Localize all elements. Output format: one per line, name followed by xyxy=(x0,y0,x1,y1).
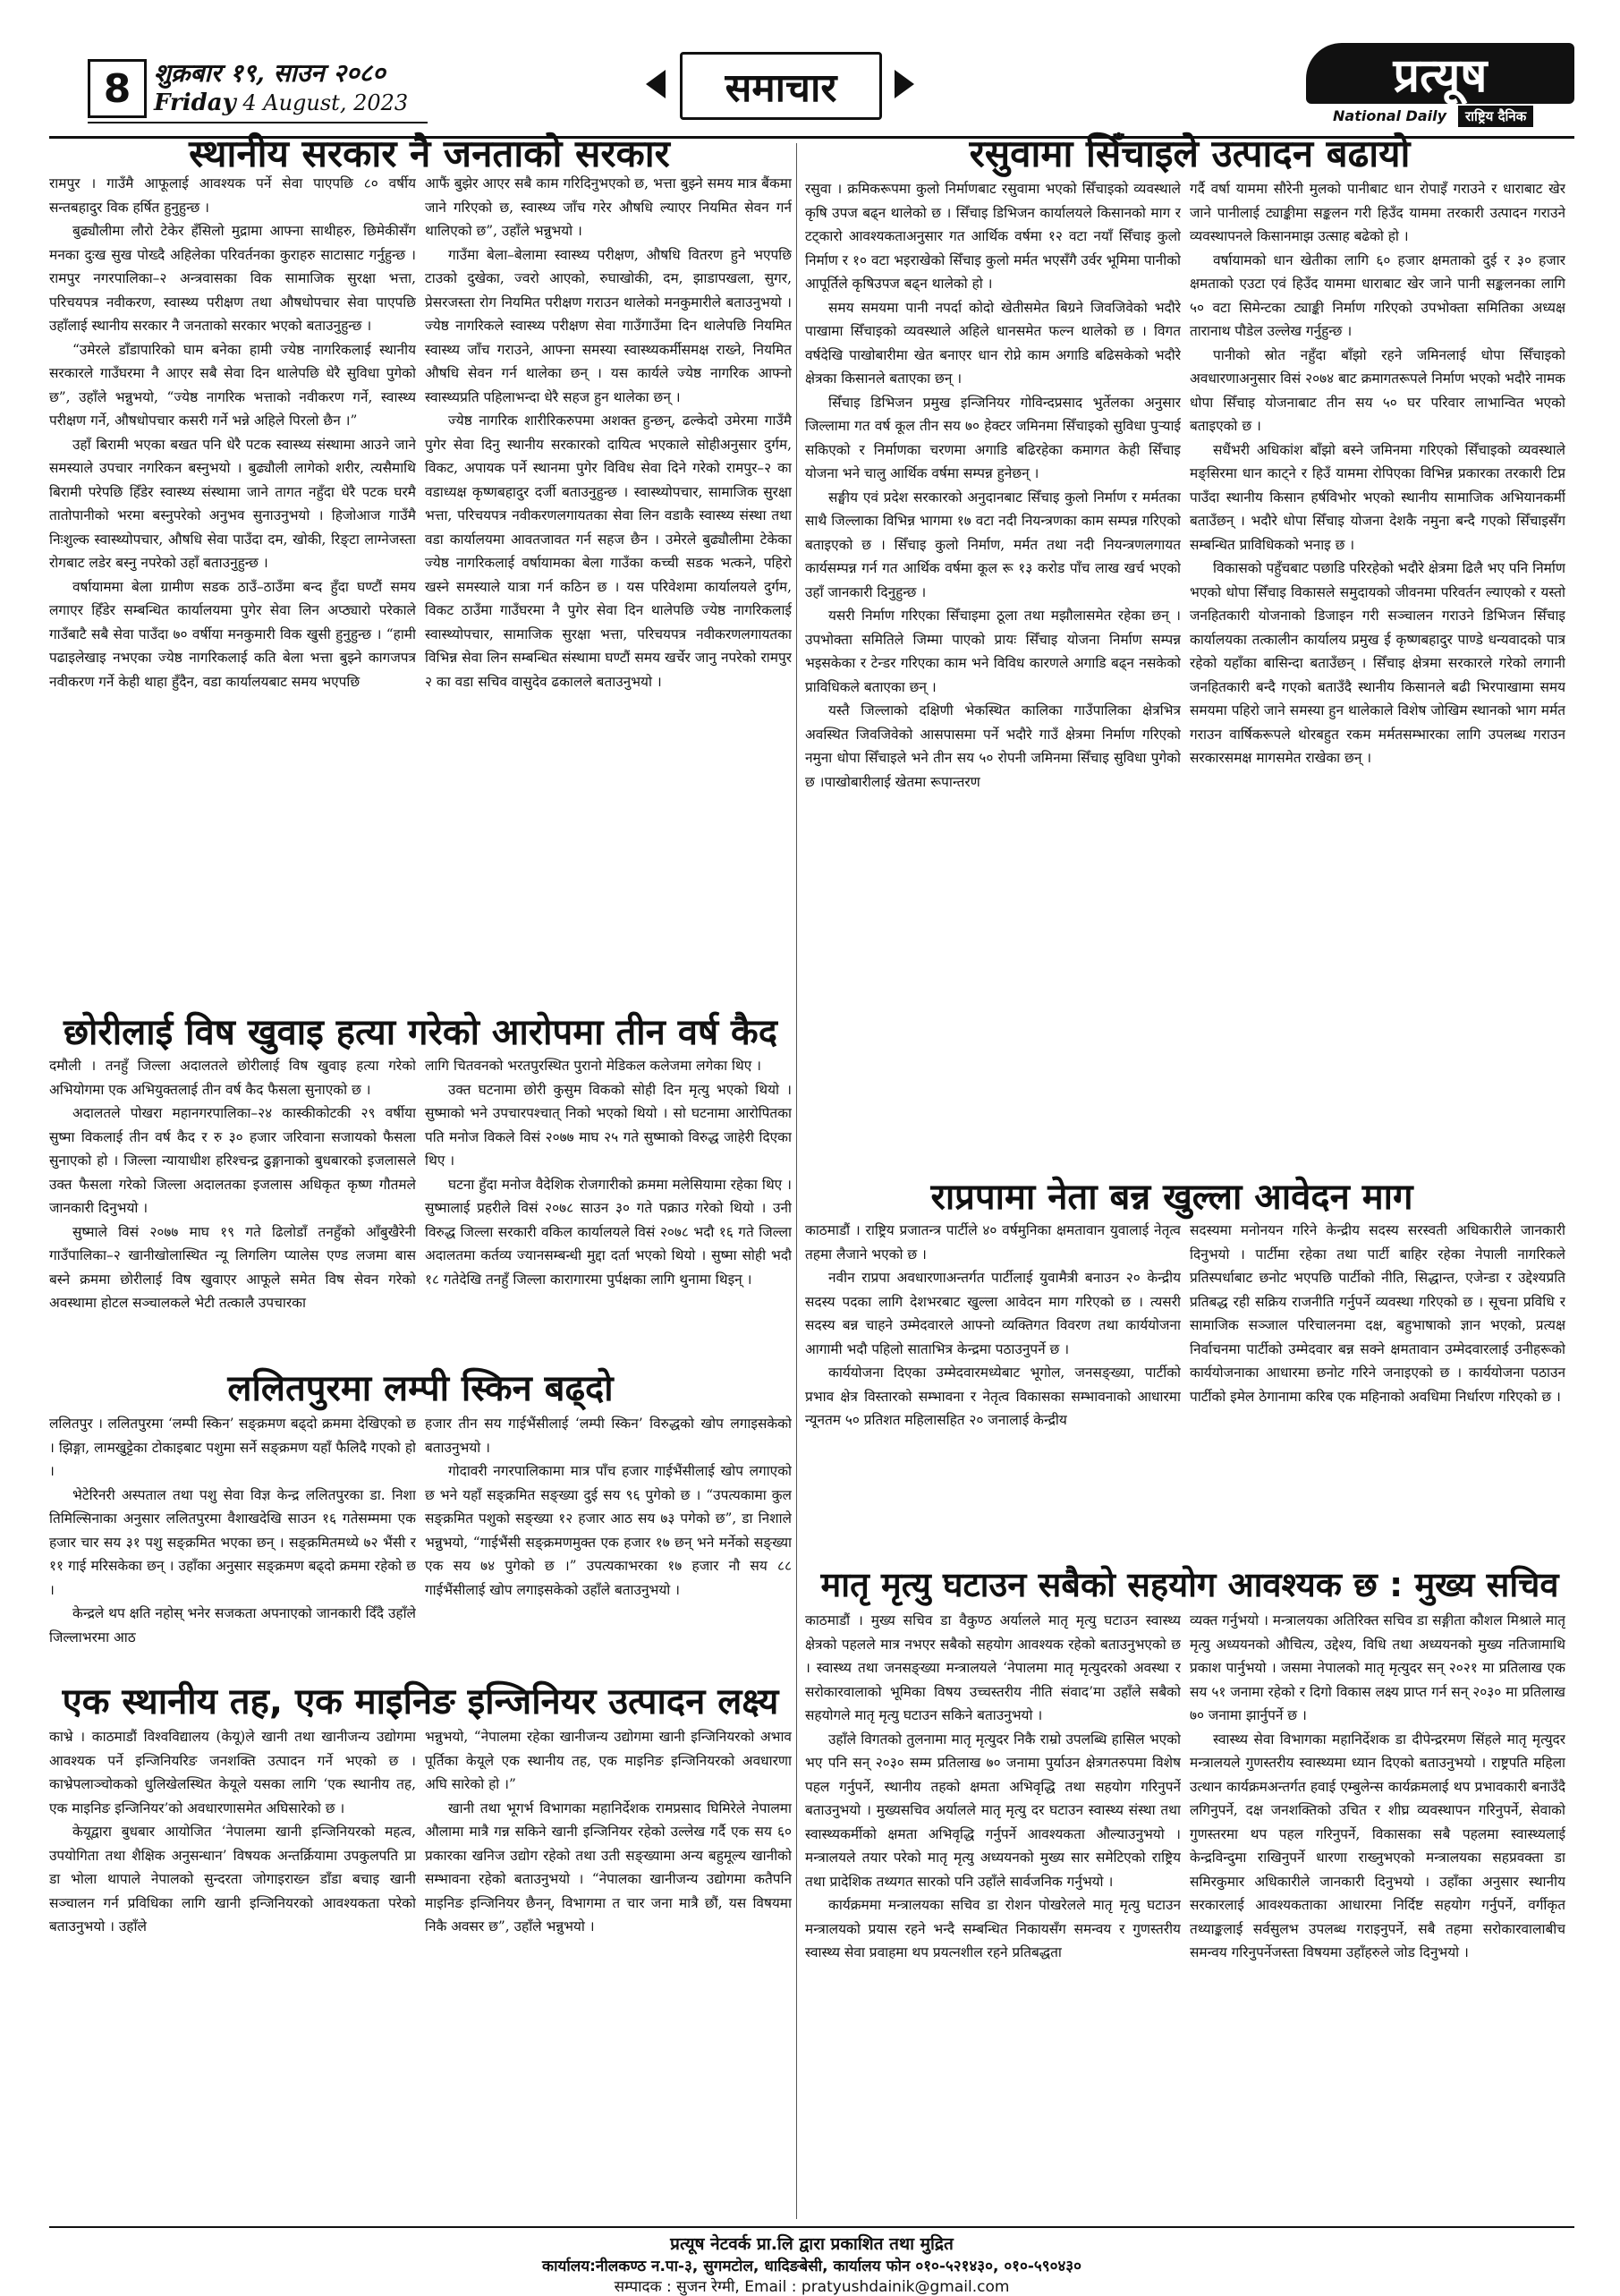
paragraph: बुढ्यौलीमा लौरो टेकेर हँसिलो मुद्रामा आफ्ना साथीहरु, छिमेकीसँग मनका दुःख सुख पोख्दै अहिलेका परिवर्तनका कुराहरु साटासाट गर्नुहुन्छ । रामपुर नगरपालिका–२ अन्त्रवासका विक सामाजिक सुरक्षा भत्ता, परिचयपत्र नवीकरण, स्वास्थ्य परीक्षण तथा औषधोपचार सेवा पाएपछि उहाँलाई स्थानीय सरकार नै जनताको सरकार भएको बताउनुहुन्छ । xyxy=(49,223,416,334)
paragraph: “उमेरले डाँडापारिको घाम बनेका हामी ज्येष्ठ नागरिकलाई स्थानीय सरकारले गाउँघरमा नै आएर सबै सेवा दिन थालेपछि धेरै सुविधा पुगेको छ”, उहाँले भन्नुभयो, “ज्येष्ठ नागरिक भत्ताको नवीकरण गर्ने, स्वास्थ्य परीक्षण गर्ने, औषधोपचार कसरी गर्ने भन्ने अहिले पिरलो छैन ।” xyxy=(49,341,416,429)
paragraph: वर्षायाममा बेला ग्रामीण सडक ठाउँ–ठाउँमा बन्द हुँदा घण्टौं समय लगाएर हिँडेर सम्बन्धित कार्यालयमा पुगेर सेवा लिन अप्ठ्यारो परेकाले गाउँबाटै सबै सेवा पाउँदा ७० वर्षीया मनकुमारी विक खुसी हुनुहुन्छ । “हामी पढाइलेखाइ नभएका ज्येष्ठ नागरिकलाई कति बेला भत्ता बुझ्ने कागजपत्र नवीकरण गर्ने केही थाहा हुँदैन, वडा कार्यालयबाट समय भएपछि xyxy=(49,578,416,690)
paragraph: विकासको पहुँचबाट पछाडि परिरहेको भदौरे क्षेत्रमा ढिलै भए पनि निर्माण भएको धोपा सिँचाइ विकासले समुदायको जीवनमा परिवर्तन ल्याएको र यस्तो जनहितकारी योजनाको डिजाइन गरी सञ्चालन गराउने डिभिजन सिँचाइ कार्यालयका तत्कालीन कार्यालय प्रमुख ई कृष्णबहादुर पाण्डे धन्यवादको पात्र रहेको यहाँका बासिन्दा बताउँछन् । सिँचाइ क्षेत्रमा सरकारले गरेको लगानी जनहितकारी बन्दै गएको बताउँदै स्थानीय किसानले बढी भिरपाखामा समय समयमा पहिरो जाने समस्या हुन थालेकाले विशेष जोखिम स्थानको भाग मर्मत गराउन वार्षिकरूपले थोरबहुत रकम मर्मतसम्भारका लागि उपलब्ध गराउन सरकारसमक्ष मागसमेत राखेका छन् । xyxy=(1190,560,1565,766)
triangle-right-icon xyxy=(895,70,914,98)
article-column xyxy=(1190,177,1565,1161)
article-column xyxy=(425,1412,792,1671)
headline: स्थानीय सरकार नै जनताको सरकार xyxy=(189,132,670,175)
paragraph: सुष्माले विसं २०७७ माघ १९ गते ढिलोडाँ तनहुँको आँबुखैरेनी गाउँपालिका–२ खानीखोलास्थित न्यू लिगलिग प्यालेस एण्ड लजमा बास बस्ने क्रममा छोरीलाई विष खुवाएर आफूले समेत विष सेवन गरेको अवस्थामा होटल सञ्चालकले भेटी तत्कालै उपचारका xyxy=(49,1223,416,1311)
paragraph: रसुवा । क्रमिकरूपमा कुलो निर्माणबाट रसुवामा भएको सिँचाइको व्यवस्थाले कृषि उपज बढ्न थालेको छ । सिँचाइ डिभिजन कार्यालयले किसानको माग र टट्कारो आवश्यकताअनुसार गत आर्थिक वर्षमा १२ वटा नयाँ सिँचाइ कुलो निर्माण र १० वटा भइराखेको सिँचाइ कुलो मर्मत भएसँगै उर्वर भूमिमा पानीको आपूर्तिले कृषिउपज बढ्न थालेको हो । xyxy=(805,181,1181,292)
header-rule-left xyxy=(88,122,428,123)
footer-publisher: प्रत्यूष नेटवर्क प्रा.लि द्वारा प्रकाशित तथा मुद्रित xyxy=(670,2234,954,2254)
article-column xyxy=(425,172,792,1004)
headline: ललितपुरमा लम्पी स्किन बढ्दो xyxy=(227,1368,614,1409)
paragraph: काठमाडौं । मुख्य सचिव डा वैकुण्ठ अर्यालले मातृ मृत्यु घटाउन स्वास्थ्य क्षेत्रको पहलले मात्र नभएर सबैको सहयोग आवश्यक रहेको बताउनुभएको छ । स्वास्थ्य तथा जनसङ्ख्या मन्त्रालयले ‘नेपालमा मातृ मृत्युदरको अवस्था र सरोकारवालाको भूमिका विषय उच्चस्तरीय नीति संवाद’मा उहाँले सबैको सहयोगले मातृ मृत्यु घटाउन सकिने बताउनुभयो । xyxy=(805,1612,1181,1723)
column-divider xyxy=(796,143,797,2219)
paragraph: दमौली । तनहुँ जिल्ला अदालतले छोरीलाई विष खुवाइ हत्या गरेको अभियोगमा एक अभियुक्तलाई तीन वर्ष कैद फैसला सुनाएको छ । xyxy=(49,1058,416,1098)
paragraph: यसरी निर्माण गरिएका सिँचाइमा ठूला तथा मझौलासमेत रहेका छन् । उपभोक्ता समितिले जिम्मा पाएको प्रायः सिँचाइ योजना निर्माण सम्पन्न भइसकेका र टेन्डर गरिएका काम भने विविध कारणले अगाडि बढ्न नसकेको प्राविधिकले बताएका छन् । xyxy=(805,608,1181,695)
article-column xyxy=(805,1219,1181,1559)
paragraph: गोदावरी नगरपालिकामा मात्र पाँच हजार गाईभैंसीलाई खोप लगाएको छ भने यहाँ सङ्क्रमित सङ्ख्या दुई सय ९६ पुगेको छ । “उपत्यकामा कुल सङ्क्रमित पशुको सङ्ख्या १२ हजार आठ सय ७३ पगेको छ”, डा निशाले भन्नुभयो, “गाईभैंसी सङ्क्रमणमुक्त एक हजार १७ छन् भने मर्नेको सङ्ख्या एक सय ७४ पुगेको छ ।” उपत्यकाभरका १७ हजार नौ सय ८८ गाईभैंसीलाई खोप लगाइसकेको उहाँले बताउनुभयो । xyxy=(425,1463,792,1598)
paragraph: सङ्घीय एवं प्रदेश सरकारको अनुदानबाट सिँचाइ कुलो निर्माण र मर्मतका साथै जिल्लाका विभिन्न भागमा १७ वटा नदी नियन्त्रणका काम सम्पन्न गरिएको बताइएको छ । सिँचाइ कुलो निर्माण, मर्मत तथा नदी नियन्त्रणलगायत कार्यसम्पन्न गर्न गत आर्थिक वर्षमा कूल रू १३ करोड पाँच लाख खर्च भएको उहाँ जानकारी दिनुहुन्छ । xyxy=(805,489,1181,600)
masthead-logo xyxy=(1306,43,1574,132)
paragraph: गर्दै वर्षा याममा सौरेनी मुलको पानीबाट धान रोपाइँ गराउने र धाराबाट खेर जाने पानीलाई ट्याङ्कीमा सङ्कलन गरी हिउँद याममा तरकारी उत्पादन गराउने व्यवस्थापनले किसानमाझ उत्साह बढेको हो । xyxy=(1190,181,1565,244)
paragraph: काठमाडौं । राष्ट्रिय प्रजातन्त्र पार्टीले ४० वर्षमुनिका क्षमतावान युवालाई नेतृत्व तहमा लैजाने भएको छ । xyxy=(805,1222,1181,1263)
article-column xyxy=(805,1609,1181,2217)
paragraph: खानी तथा भूगर्भ विभागका महानिर्देशक रामप्रसाद घिमिरेले नेपालमा औलामा मात्रै गन्न सकिने खानी इन्जिनियर रहेको उल्लेख गर्दै एक सय ६० प्रकारका खनिज उद्योग रहेको तथा उती सङ्ख्यामा अन्य बहुमूल्य खानीको सम्भावना रहेको बताउनुभयो । “नेपालका खानीजन्य उद्योगमा कतैपनि माइनिङ इन्जिनियर छैनन्, विभागमा त चार जना मात्रै छौं, यस विषयमा निकै अवसर छ”, उहाँले भन्नुभयो । xyxy=(425,1799,792,1935)
paragraph: समय समयमा पानी नपर्दा कोदो खेतीसमेत बिग्रने जिवजिवेको भदौरे पाखामा सिँचाइको व्यवस्थाले अहिले धानसमेत फल्न थालेको छ । विगत वर्षदेखि पाखोबारीमा खेत बनाएर धान रोप्ने काम अगाडि बढिसकेको भदौरे क्षेत्रका किसानले बताएका छन् । xyxy=(805,299,1181,387)
article-column xyxy=(49,1054,416,1358)
paragraph: गाउँमा बेला–बेलामा स्वास्थ्य परीक्षण, औषधि वितरण हुने भएपछि टाउको दुखेका, ज्वरो आएको, रुघाखोकी, दम, झाडापखला, सुगर, प्रेसरजस्ता रोग नियमित परीक्षण गराउन थालेको मनकुमारीले बताउनुभयो । ज्येष्ठ नागरिकले स्वास्थ्य परीक्षण सेवा गाउँगाउँमा दिन थालेपछि नियमित स्वास्थ्य जाँच गराउने, आफ्ना समस्या स्वास्थ्यकर्मीसमक्ष राख्ने, नियमित औषधि सेवन गर्न थालेका छन् । यस कार्यले ज्येष्ठ नागरिक आफ्नो स्वास्थ्यप्रति पहिलाभन्दा धेरै सहज हुन थालेका छन् । xyxy=(425,246,792,405)
paragraph: आफैं बुझेर आएर सबै काम गरिदिनुभएको छ, भत्ता बुझ्ने समय मात्र बैंकमा जाने गरिएको छ, स्वास्थ्य जाँच गरेर औषधि ल्याएर नियमित सेवन गर्न थालिएको छ”, उहाँले भन्नुभयो । xyxy=(425,175,792,239)
logo-name: प्रत्यूष xyxy=(1306,43,1574,104)
article-column xyxy=(425,1054,792,1358)
paragraph: केयूद्वारा बुधबार आयोजित ‘नेपालमा खानी इन्जिनियरको महत्व, उपयोगिता तथा शैक्षिक अनुसन्धान’ विषयक अन्तर्क्रियामा उपकुलपति प्रा डा भोला थापाले नेपालको सुन्दरता जोगाइराख्न डाँडा बचाइ खानी सञ्चालन गर्न प्रविधिका लागि खानी इन्जिनियरको आवश्यकता परेको बताउनुभयो । उहाँले xyxy=(49,1824,416,1935)
date-english-value: 4 August, 2023 xyxy=(242,90,409,115)
paragraph: पानीको स्रोत नहुँदा बाँझो रहने जमिनलाई धोपा सिँचाइको अवधारणाअनुसार विसं २०७४ बाट क्रमागतरूपले निर्माण भएको भदौरे नामक धोपा सिँचाइ योजनाबाट तीन सय ५० घर परिवार लाभान्वित भएको बताइएको छ । xyxy=(1190,346,1565,434)
paragraph: ज्येष्ठ नागरिक शारीरिकरुपमा अशक्त हुन्छन्, ढल्केदो उमेरमा गाउँमै पुगेर सेवा दिनु स्थानीय सरकारको दायित्व भएकाले सोहीअनुसार दुर्गम, विकट, अपायक पर्ने स्थानमा पुगेर विविध सेवा दिने गरेको रामपुर–२ का वडाध्यक्ष कृष्णबहादुर दर्जी बताउनुहुन्छ । स्वास्थ्योपचार, सामाजिक सुरक्षा भत्ता, परिचयपत्र नवीकरणलगायतका सेवा लिन वडाकै स्वास्थ्य संस्था तथा वडा कार्यालयमा आवतजावत गर्न सहज छैन । उमेरले बुढ्यौलीमा टेकेका ज्येष्ठ नागरिकलाई वर्षायामका बेला गाउँका कच्ची सडक भत्कने, पहिरो खस्ने समस्याले यात्रा गर्न कठिन छ । यस परिवेशमा कार्यालयले दुर्गम, विकट ठाउँमा गाउँघरमा नै पुगेर सेवा दिन थालेपछि ज्येष्ठ नागरिकलाई स्वास्थ्योपचार, सामाजिक सुरक्षा भत्ता, परिचयपत्र नवीकरणलगायतका विभिन्न सेवा लिन सम्बन्धित संस्थामा घण्टौं समय खर्चेर जानु नपरेको रामपुर २ का वडा सचिव वासुदेव ढकालले बताउनुभयो । xyxy=(425,412,792,690)
article-column xyxy=(49,172,416,1004)
paragraph: व्यक्त गर्नुभयो । मन्त्रालयका अतिरिक्त सचिव डा सङ्गीता कौशल मिश्राले मातृ मृत्यु अध्ययनको औचित्य, उद्देश्य, विधि तथा अध्ययनको मुख्य नतिजामाथि प्रकाश पार्नुभयो । जसमा नेपालको मातृ मृत्युदर सन् २०२१ मा प्रतिलाख एक सय ५१ जनामा रहेको र दिगो विकास लक्ष्य प्राप्त गर्न सन् २०३० मा प्रतिलाख ७० जनामा झार्नुपर्ने छ । xyxy=(1190,1612,1565,1723)
headline: रसुवामा सिँचाइले उत्पादन बढायो xyxy=(969,132,1411,175)
day-english: Friday xyxy=(154,89,236,116)
paragraph: भन्नुभयो, “नेपालमा रहेका खानीजन्य उद्योगमा खानी इन्जिनियरको अभाव पूर्तिका केयूले एक स्थानीय तह, एक माइनिङ इन्जिनियरको अवधारणा अघि सारेको हो ।” xyxy=(425,1729,792,1792)
paragraph: स्वास्थ्य सेवा विभागका महानिर्देशक डा दीपेन्द्ररमण सिंहले मातृ मृत्युदर मन्त्रालयले गुणस्तरीय स्वास्थ्यमा ध्यान दिएको बताउनुभयो । राष्ट्रपति महिला उत्थान कार्यक्रमअन्तर्गत हवाई एम्बुलेन्स कार्यक्रमलाई थप प्रभावकारी बनाउँदै लगिनुपर्ने, दक्ष जनशक्तिको उचित र शीघ्र व्यवस्थापन गरिनुपर्ने, सेवाको गुणस्तरमा थप पहल गरिनुपर्ने, विकासका सबै पहलमा स्वास्थ्यलाई केन्द्रविन्दुमा राखिनुपर्ने धारणा राख्नुभएको मन्त्रालयका सहप्रवक्ता डा समिरकुमार अधिकारीले जानकारी दिनुभयो । उहाँका अनुसार स्थानीय सरकारलाई आवश्यकताका आधारमा निर्दिष्ट सहयोग गर्नुपर्ने, वर्गीकृत तथ्याङ्कलाई सर्वसुलभ उपलब्ध गराइनुपर्ने, सबै तहमा सरोकारवालाबीच समन्वय गरिनुपर्नेजस्ता विषयमा उहाँहरुले जोड दिनुभयो । xyxy=(1190,1731,1565,1960)
paragraph: कार्ययोजना दिएका उम्मेदवारमध्येबाट भूगोल, जनसङ्ख्या, पार्टीको प्रभाव क्षेत्र विस्तारको सम्भावना र नेतृत्व विकासका सम्भावनाको आधारमा न्यूनतम ५० प्रतिशत महिलासहित २० जनालाई केन्द्रीय xyxy=(805,1365,1181,1428)
paragraph: वर्षायामको धान खेतीका लागि ६० हजार क्षमताको दुई र ३० हजार क्षमताको एउटा एवं हिउँद याममा धाराबाट खेर जाने पानी सङ्कलनका लागि ५० वटा सिमेन्टका ट्याङ्की निर्माण गरिएको उपभोक्ता समितिका अध्यक्ष तारानाथ पौडेल उल्लेख गर्नुहुन्छ । xyxy=(1190,251,1565,339)
article-column xyxy=(805,177,1181,1161)
logo-tagline-np: राष्ट्रिय दैनिक xyxy=(1458,106,1533,127)
triangle-left-icon xyxy=(646,70,666,98)
article-column xyxy=(1190,1219,1565,1559)
paragraph: उक्त घटनामा छोरी कुसुम विकको सोही दिन मृत्यु भएको थियो । सुष्माको भने उपचारपश्चात् निको भएको थियो । सो घटनामा आरोपितका पति मनोज विकले विसं २०७७ माघ २५ गते सुष्माको विरुद्ध जाहेरी दिएका थिए । xyxy=(425,1081,792,1169)
paragraph: कार्यक्रममा मन्त्रालयका सचिव डा रोशन पोखरेलले मातृ मृत्यु घटाउन मन्त्रालयको प्रयास रहने भन्दै सम्बन्धित निकायसँग समन्वय र गुणस्तरीय स्वास्थ्य सेवा प्रवाहमा थप प्रयत्नशील रहने प्रतिबद्धता xyxy=(805,1897,1181,1960)
page-number: 8 xyxy=(88,59,147,118)
paragraph: अदालतले पोखरा महानगरपालिका–२४ कास्कीकोटकी २९ वर्षीया सुष्मा विकलाई तीन वर्ष कैद र रु ३० हजार जरिवाना सजायको फैसला सुनाएको हो । जिल्ला न्यायाधीश हरिश्चन्द्र ढुङ्गानाको बुधबारको इजलासले उक्त फैसला गरेको जिल्ला अदालतका इजलास अधिकृत कृष्ण गौतमले जानकारी दिनुभयो । xyxy=(49,1105,416,1216)
paragraph: काभ्रे । काठमाडौं विश्वविद्यालय (केयू)ले खानी तथा खानीजन्य उद्योगमा आवश्यक पर्ने इन्जिनियरिङ जनशक्ति उत्पादन गर्ने भएको छ । काभ्रेपलाञ्चोकको धुलिखेलस्थित केयूले यसका लागि ‘एक स्थानीय तह, एक माइनिङ इन्जिनियर’को अवधारणासमेत अघिसारेको छ । xyxy=(49,1729,416,1816)
article-column xyxy=(1190,1609,1565,2217)
paragraph: घटना हुँदा मनोज वैदेशिक रोजगारीको क्रममा मलेसियामा रहेका थिए । सुष्मालाई प्रहरीले विसं २०७८ साउन ३० गते पक्राउ गरेको थियो । उनी विरुद्ध जिल्ला सरकारी वकिल कार्यालयले विसं २०७८ भदौ १६ गते जिल्ला अदालतमा कर्तव्य ज्यानसम्बन्धी मुद्दा दर्ता भएको थियो । सुष्मा सोही भदौ १८ गतेदेखि तनहुँ जिल्ला कारागारमा पुर्पक्षका लागि थुनामा थिइन् । xyxy=(425,1176,792,1288)
paragraph: सदस्यमा मनोनयन गरिने केन्द्रीय सदस्य सरस्वती अधिकारीले जानकारी दिनुभयो । पार्टीमा रहेका तथा पार्टी बाहिर रहेका नेपाली नागरिकले प्रतिस्पर्धाबाट छनोट भएपछि पार्टीको नीति, सिद्धान्त, एजेन्डा र उद्देश्यप्रति प्रतिबद्ध रही सक्रिय राजनीति गर्नुपर्ने व्यवस्था गरिएको छ । सूचना प्रविधि र सामाजिक सञ्जाल परिचालनमा दक्ष, बहुभाषाको ज्ञान भएको, प्रत्यक्ष निर्वाचनमा पार्टीको उम्मेदवार बन्न सक्ने क्षमतावान उम्मेदवारलाई उनीहरूको कार्ययोजनाका आधारमा छनोट गरिने जनाइएको छ । कार्ययोजना पठाउन पार्टीको इमेल ठेगानामा करिब एक महिनाको अवधिमा निर्धारण गरिएको छ । xyxy=(1190,1222,1565,1405)
paragraph: उहाँ बिरामी भएका बखत पनि धेरै पटक स्वास्थ्य संस्थामा आउने जाने समस्याले उपचार नगरिकन बस्नुभयो । बुढ्यौली लागेको शरीर, त्यसैमाथि बिरामी परेपछि हिँडेर स्वास्थ्य संस्थामा जाने तागत नहुँदा धेरै पटक घरमै तातोपानीको भरमा बस्नुपरेको अनुभव सुनाउनुभयो । हिजोआज गाउँमै निःशुल्क स्वास्थ्योपचार, औषधि सेवा पाउँदा दम, खोकी, रिङ्टा लाग्नेजस्ता रोगबाट लडेर बस्नु नपरेको उहाँ बताउनुहुन्छ । xyxy=(49,436,416,571)
paragraph: यस्तै जिल्लाको दक्षिणी भेकस्थित कालिका गाउँपालिका क्षेत्रभित्र अवस्थित जिवजिवेको आसपासमा पर्ने भदौरे गाउँ क्षेत्रमा निर्माण गरिएको नमुना धोपा सिँचाइले भने तीन सय ५० रोपनी जमिनमा सिँचाइ सुविधा पुगेको छ ।पाखोबारीलाई खेतमा रूपान्तरण xyxy=(805,702,1181,790)
logo-tagline-en: National Daily xyxy=(1333,107,1447,124)
paragraph: रामपुर । गाउँमै आफूलाई आवश्यक पर्ने सेवा पाएपछि ८० वर्षीय सन्तबहादुर विक हर्षित हुनुहुन्छ । xyxy=(49,175,416,216)
paragraph: सिँचाइ डिभिजन प्रमुख इन्जिनियर गोविन्दप्रसाद भुर्तेलका अनुसार जिल्लामा गत वर्ष कूल तीन सय ७० हेक्टर जमिनमा सिँचाइको सुविधा पुऱ्याई सकिएको र निर्माणका चरणमा अगाडि बढिरहेका कमागत केही सिँचाइ योजना भने चालु आर्थिक वर्षमा सम्पन्न हुनेछन् । xyxy=(805,394,1181,481)
paragraph: हजार तीन सय गाईभैंसीलाई ‘लम्पी स्किन’ विरुद्धको खोप लगाइसकेको बताउनुभयो । xyxy=(425,1416,792,1456)
paragraph: केन्द्रले थप क्षति नहोस् भनेर सजकता अपनाएको जानकारी दिँदै उहाँले जिल्लाभरमा आठ xyxy=(49,1605,416,1645)
headline: छोरीलाई विष खुवाइ हत्या गरेको आरोपमा तीन वर्ष कैद xyxy=(64,1012,777,1053)
headline: मातृ मृत्यु घटाउन सबैको सहयोग आवश्यक छ : मुख्य सचिव xyxy=(820,1565,1559,1604)
section-title: समाचार xyxy=(680,52,882,120)
paragraph: उहाँले विगतको तुलनामा मातृ मृत्युदर निकै राम्रो उपलब्धि हासिल भएको भए पनि सन् २०३० सम्म प्रतिलाख ७० जनामा पुर्याउन क्षेत्रगतरुपमा विशेष पहल गर्नुपर्ने, स्थानीय तहको क्षमता अभिवृद्धि तथा सहयोग गरिनुपर्ने बताउनुभयो । मुख्यसचिव अर्यालले मातृ मृत्यु दर घटाउन स्वास्थ्य संस्था तथा स्वास्थ्यकर्मीको क्षमता अभिवृद्धि गर्नुपर्ने आवश्यकता औल्याउनुभयो । मन्त्रालयले तयार परेको मातृ मृत्यु अध्ययनको मुख्य सार समेटिएको राष्ट्रिय तथा प्रादेशिक तथ्यगत सारको पनि उहाँले सार्वजनिक गर्नुभयो । xyxy=(805,1731,1181,1890)
footer-imprint xyxy=(49,2226,1574,2296)
paragraph: लागि चितवनको भरतपुरस्थित पुरानो मेडिकल कलेजमा लगेका थिए । xyxy=(425,1058,762,1074)
article-column xyxy=(49,1725,416,2217)
footer-editor: सम्पादक : सुजन रेग्मी, Email : pratyushdainik@gmail.com xyxy=(614,2278,1010,2296)
paragraph: ललितपुर । ललितपुरमा ‘लम्पी स्किन’ सङ्क्रमण बढ्दो क्रममा देखिएको छ । झिङ्गा, लामखुट्टेका टोकाइबाट पशुमा सर्ने सङ्क्रमण यहाँ फैलिदै गएको हो । xyxy=(49,1416,416,1479)
paragraph: नवीन राप्रपा अवधारणाअन्तर्गत पार्टीलाई युवामैत्री बनाउन २० केन्द्रीय सदस्य पदका लागि देशभरबाट खुल्ला आवेदन माग गरिएको छ । त्यसरी सदस्य बन्न चाहने उम्मेदवारले आफ्नो व्यक्तिगत विवरण तथा कार्ययोजना आगामी भदौ पहिलो साताभित्र केन्द्रमा पठाउनुपर्ने छ । xyxy=(805,1270,1181,1357)
date-nepali: शुक्रबार १९, साउन २०८० xyxy=(154,58,386,88)
paragraph: सधैंभरी अधिकांश बाँझो बस्ने जमिनमा गरिएको सिँचाइको व्यवस्थाले मङ्सिरमा धान काट्ने र हिउँ याममा रोपिएका विभिन्न प्रकारका तरकारी टिप्न पाउँदा स्थानीय किसान हर्षविभोर भएको स्थानीय सामाजिक अभियानकर्मी बताउँछन् । भदौरे धोपा सिँचाइ योजना देशकै नमुना बन्दै गएको सिँचाइसँग सम्बन्धित प्राविधिकको भनाइ छ । xyxy=(1190,441,1565,553)
paragraph: भेटेरिनरी अस्पताल तथा पशु सेवा विज्ञ केन्द्र ललितपुरका डा. निशा तिमिल्सिनाका अनुसार ललितपुरमा वैशाखदेखि साउन १६ गतेसम्ममा एक हजार चार सय ३१ पशु सङ्क्रमित भएका छन् । सङ्क्रमितमध्ये ७२ भैंसी र ११ गाई मरिसकेका छन् । उहाँका अनुसार सङ्क्रमण बढ्दो क्रममा रहेको छ । xyxy=(49,1486,416,1598)
date-english xyxy=(154,89,408,116)
article-column xyxy=(49,1412,416,1671)
footer-address: कार्यालय:नीलकण्ठ न.पा-३, सुगमटोल, धादिङबेसी, कार्यालय फोन ०१०-५२१४३०, ०१०-५९०४३० xyxy=(542,2258,1081,2275)
headline: एक स्थानीय तह, एक माइनिङ इन्जिनियर उत्पादन लक्ष्य xyxy=(62,1681,779,1722)
headline: राप्रपामा नेता बन्न खुल्ला आवेदन माग xyxy=(930,1177,1413,1218)
article-column xyxy=(425,1725,792,2217)
